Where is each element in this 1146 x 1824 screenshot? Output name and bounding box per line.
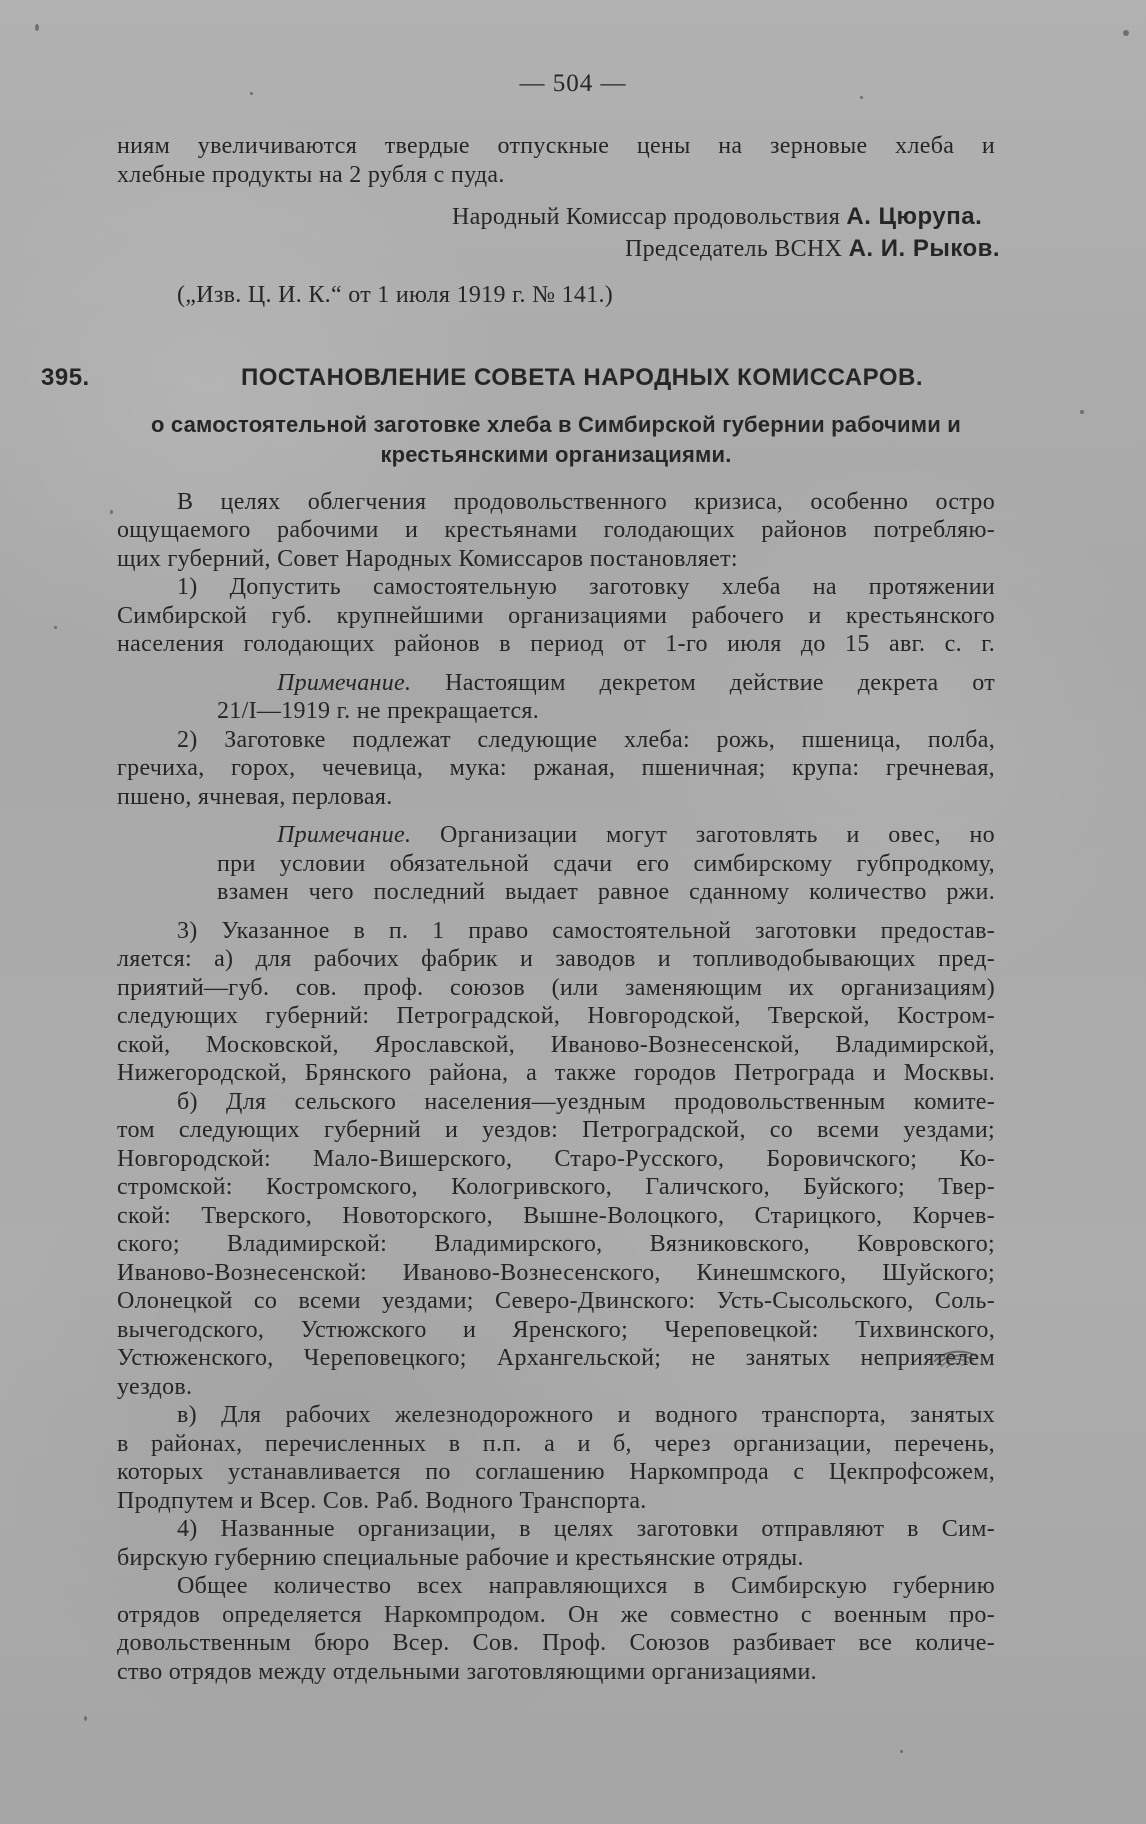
scan-speck — [110, 510, 113, 514]
body-line: ской: Тверского, Новоторского, Вышне-Волоцкого, Старицкого, Корчев- — [117, 1202, 995, 1229]
decree-body — [117, 488, 995, 1687]
body-line: том следующих губерний и уездов: Петроградской, со всеми уездами; — [117, 1117, 995, 1143]
note-block — [217, 821, 995, 907]
body-line: Новгородской: Мало-Вишерского, Старо-Русского, Боровичского; Ко- — [117, 1145, 995, 1172]
document-content — [41, 70, 1001, 1686]
signature-line — [452, 201, 995, 233]
intro-line: ниям увеличиваются твердые отпускные цены на зерновые хлеба и — [117, 133, 995, 159]
body-line: в районах, перечисленных в п.п. а и б, через организации, перечень, — [117, 1430, 995, 1457]
note-label: Примечание. — [277, 669, 412, 696]
subtitle-line: крестьянскими организациями. — [380, 441, 732, 467]
body-line: 4) Названные организации, в целях заготовки отправляют в Сим- — [177, 1516, 995, 1542]
body-line: которых устанавливается по соглашению Наркомпрода с Цекпрофсожем, — [117, 1459, 995, 1485]
note-block — [217, 669, 995, 726]
paragraph — [117, 488, 995, 574]
body-line: Иваново-Вознесенской: Иваново-Вознесенского, Кинешмского, Шуйского; — [117, 1259, 995, 1286]
note-line: 21/I—1919 г. не прекращается. — [217, 698, 540, 724]
intro-paragraph — [117, 132, 995, 189]
body-line: довольственным бюро Всер. Сов. Проф. Союзов разбивает все количе- — [117, 1630, 995, 1656]
body-line: приятий—губ. сов. проф. союзов (или заменяющим их организациям) — [117, 974, 995, 1001]
body-line: Нижегородской, Брянского района, а также городов Петрограда и Москвы. — [117, 1060, 995, 1086]
scan-speck — [1080, 410, 1084, 414]
body-line: уездов. — [117, 1373, 193, 1400]
body-line: вычегодского, Устюжского и Яренского; Череповецкой: Тихвинского, — [117, 1316, 995, 1343]
page-number: — 504 — — [519, 70, 627, 97]
decree-title: ПОСТАНОВЛЕНИЕ СОВЕТА НАРОДНЫХ КОМИССАРОВ. — [241, 363, 923, 391]
paragraph — [117, 917, 995, 1088]
body-line: следующих губерний: Петроградской, Новгородской, Тверской, Костром- — [117, 1003, 995, 1029]
body-line: Устюженского, Череповецкого; Архангельской; не занятых неприятелем — [117, 1345, 995, 1371]
fingerprint-smudge — [930, 1344, 982, 1370]
note-line — [217, 669, 995, 698]
body-line: в) Для рабочих железнодорожного и водного транспорта, занятых — [177, 1402, 995, 1428]
signature-line — [625, 233, 1001, 265]
paragraph — [117, 1088, 995, 1402]
body-line: населения голодающих районов в период от 1-го июля до 15 авг. с. г. — [117, 631, 995, 657]
body-line: Общее количество всех направляющихся в Симбирскую губернию — [177, 1573, 995, 1599]
source-citation: („Изв. Ц. И. К.“ от 1 июля 1919 г. № 141.) — [177, 282, 614, 308]
scan-speck — [84, 1716, 87, 1721]
paragraph — [117, 726, 995, 812]
decree-subtitle — [117, 410, 995, 470]
paragraph — [117, 1401, 995, 1515]
paragraph — [117, 1572, 995, 1686]
body-line: б) Для сельского населения—уездным продовольственным комите- — [177, 1088, 995, 1115]
body-line: ощущаемого рабочими и крестьянами голодающих районов потребляю- — [117, 517, 995, 543]
signature-position: Председатель ВСНХ — [625, 236, 843, 262]
body-line: щих губерний, Совет Народных Комиссаров постановляет: — [117, 545, 738, 572]
note-line: взамен чего последний выдает равное сданному количество ржи. — [217, 879, 995, 905]
signatures-block — [337, 201, 1001, 265]
intro-line: хлебные продукты на 2 рубля с пуда. — [117, 161, 505, 188]
body-line: Симбирской губ. крупнейшими организациями рабочего и крестьянского — [117, 602, 995, 629]
signature-position: Народный Комиссар продовольствия — [452, 204, 841, 230]
signature-name: А. И. Рыков. — [848, 235, 1001, 262]
body-line: ляется: а) для рабочих фабрик и заводов и топливодобывающих пред- — [117, 946, 995, 972]
scan-speck — [1123, 30, 1129, 36]
body-line: 2) Заготовке подлежат следующие хлеба: рожь, пшеница, полба, — [177, 726, 995, 753]
paragraph — [117, 573, 995, 659]
decree-number: 395. — [41, 363, 90, 391]
body-line: Олонецкой со всеми уездами; Северо-Двинского: Усть-Сысольского, Соль- — [117, 1288, 995, 1314]
scan-speck — [35, 24, 39, 31]
note-text: Настоящим декретом действие декрета от — [445, 669, 995, 696]
signature-name: А. Цюрупа. — [846, 203, 983, 230]
decree-heading — [41, 363, 995, 398]
body-line: отрядов определяется Наркомпродом. Он же совместно с военным про- — [117, 1601, 995, 1628]
body-line: стромской: Костромского, Кологривского, Галичского, Буйского; Твер- — [117, 1174, 995, 1200]
body-line: бирскую губернию специальные рабочие и крестьянские отряды. — [117, 1544, 804, 1571]
scan-speck — [54, 626, 57, 629]
body-line: пшено, ячневая, перловая. — [117, 783, 393, 810]
note-line — [217, 821, 995, 850]
body-line: Продпутем и Всер. Сов. Раб. Водного Транспорта. — [117, 1487, 647, 1514]
body-line: 3) Указанное в п. 1 право самостоятельной заготовки предостав- — [177, 917, 995, 944]
note-text: Организации могут заготовлять и овес, но — [439, 822, 995, 848]
body-line: ство отрядов между отдельными заготовляющими организациями. — [117, 1658, 817, 1685]
body-line: В целях облегчения продовольственного кризиса, особенно остро — [177, 488, 995, 515]
body-line: ского; Владимирской: Владимирского, Вязниковского, Ковровского; — [117, 1231, 995, 1257]
body-line: 1) Допустить самостоятельную заготовку хлеба на протяжении — [177, 574, 995, 600]
scan-speck — [900, 1750, 903, 1753]
body-line: ской, Московской, Ярославской, Иваново-Вознесенской, Владимирской, — [117, 1031, 995, 1058]
subtitle-line: о самостоятельной заготовке хлеба в Симбирской губернии рабочими и — [150, 411, 962, 437]
paragraph — [117, 1515, 995, 1572]
note-label: Примечание. — [277, 822, 412, 848]
note-line: при условии обязательной сдачи его симбирскому губпродкому, — [217, 850, 995, 877]
body-line: гречиха, горох, чечевица, мука: ржаная, пшеничная; крупа: гречневая, — [117, 755, 995, 781]
